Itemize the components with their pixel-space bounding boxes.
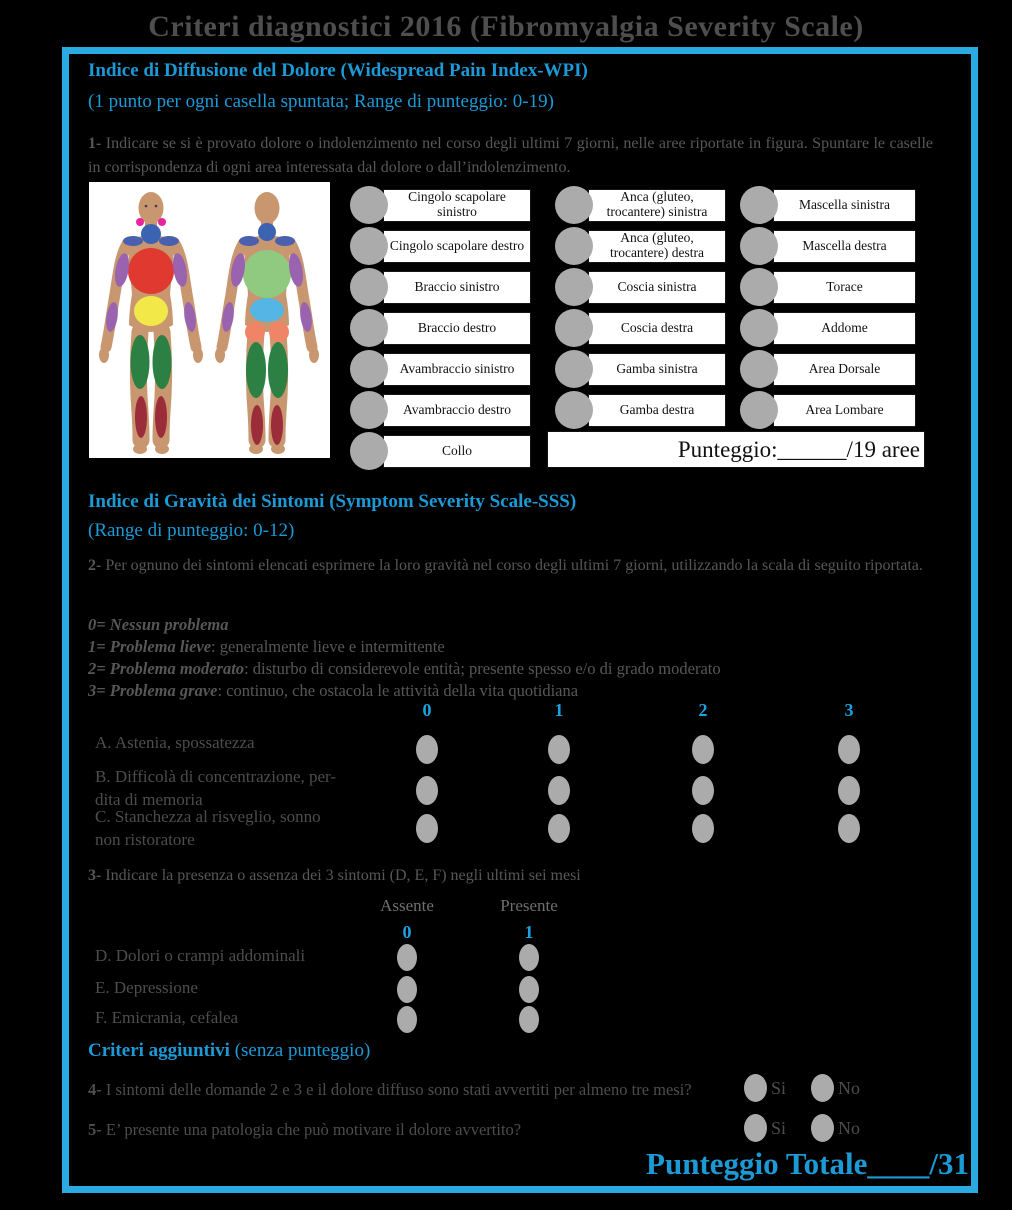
q4-no-label: No [838, 1077, 860, 1098]
wpi-score-label: Punteggio:______/19 aree [677, 436, 920, 462]
q4-si-radio[interactable] [744, 1074, 767, 1102]
total-score-label: Punteggio Totale____/31 [646, 1146, 969, 1181]
wpi-area-row [740, 268, 916, 306]
q4-no-radio[interactable] [811, 1074, 834, 1102]
area-label: Addome [773, 312, 916, 345]
area-checkbox[interactable] [555, 268, 593, 306]
sss-subheading: (Range di punteggio: 0-12) [88, 520, 295, 541]
wpi-area-row [555, 350, 726, 388]
area-checkbox[interactable] [555, 350, 593, 388]
question-4: 4- I sintomi delle domande 2 e 3 e il dolore diffuso sono stati avvertiti per almeno tre mesi? [88, 1080, 692, 1099]
scale-line-1: 1= Problema lieve: generalmente lieve e intermittente [88, 637, 445, 656]
wpi-area-row [740, 186, 916, 224]
sss-heading: Indice di Gravità dei Sintomi (Symptom Severity Scale-SSS) [88, 491, 577, 512]
sss-row-label-a: A. Astenia, spossatezza [95, 733, 255, 752]
sss-radio-a3[interactable] [838, 735, 860, 764]
wpi-area-row [350, 350, 531, 388]
area-checkbox[interactable] [350, 432, 388, 470]
presence-instruction-text: Indicare la presenza o assenza dei 3 sintomi (D, E, F) negli ultimi sei mesi [105, 867, 581, 884]
region-shoulder-left-front [123, 236, 143, 246]
region-upper-back [243, 250, 291, 298]
area-label: Gamba destra [588, 394, 726, 427]
wpi-heading: Indice di Diffusione del Dolore (Widespread Pain Index-WPI) [88, 60, 588, 81]
scale-line-0: 0= Nessun problema [88, 615, 229, 634]
area-label: Torace [773, 271, 916, 304]
sss-row-label-c: C. Stanchezza al risveglio, sonno non ristoratore [95, 807, 321, 849]
region-thigh-right-front [153, 335, 172, 389]
sss-col-header-3: 3 [844, 700, 854, 720]
region-abdomen [134, 296, 168, 326]
wpi-area-row [740, 391, 916, 429]
area-label: Anca (gluteo, trocantere) sinistra [588, 189, 726, 222]
area-label: Gamba sinistra [588, 353, 726, 386]
sss-radio-c0[interactable] [416, 814, 438, 843]
wpi-area-row [555, 186, 726, 224]
area-checkbox[interactable] [740, 350, 778, 388]
q5-si-label: Si [771, 1117, 787, 1138]
region-calf-left [251, 405, 263, 445]
sss-radio-a1[interactable] [548, 735, 570, 764]
presence-col-assente: Assente [380, 896, 434, 915]
sss-radio-b2[interactable] [692, 776, 714, 805]
area-checkbox[interactable] [555, 186, 593, 224]
body-map-svg [89, 182, 330, 458]
region-shoulder-right-back [275, 236, 295, 246]
presence-instruction [88, 864, 581, 888]
area-label: Cingolo scapolare destro [383, 230, 531, 263]
q5-si-radio[interactable] [744, 1114, 767, 1142]
presence-row-label-e: E. Depressione [95, 978, 198, 997]
q4-si-label: Si [771, 1077, 787, 1098]
area-checkbox[interactable] [350, 391, 388, 429]
scale-line-2: 2= Problema moderato: disturbo di considerevole entità; presente spesso e/o di grado moderato [88, 659, 721, 678]
presence-radio-f-presente[interactable] [519, 1006, 539, 1033]
wpi-area-row [555, 268, 726, 306]
presence-radio-f-assente[interactable] [397, 1006, 417, 1033]
presence-radio-e-presente[interactable] [519, 976, 539, 1003]
wpi-area-row [350, 268, 531, 306]
area-label: Coscia sinistra [588, 271, 726, 304]
area-checkbox[interactable] [740, 186, 778, 224]
sss-radio-a2[interactable] [692, 735, 714, 764]
area-label: Collo [383, 435, 531, 468]
area-label: Mascella sinistra [773, 189, 916, 222]
area-checkbox[interactable] [740, 268, 778, 306]
presence-row-label-f: F. Emicrania, cefalea [95, 1008, 239, 1027]
sss-col-header-0: 0 [422, 700, 432, 720]
sss-row-label-b: B. Difficolà di concentrazione, per- dita di memoria [95, 767, 337, 809]
question-4-no [811, 1074, 860, 1102]
area-checkbox[interactable] [350, 227, 388, 265]
area-label: Area Lombare [773, 394, 916, 427]
wpi-area-row [350, 391, 531, 429]
sss-radio-c3[interactable] [838, 814, 860, 843]
area-label: Avambraccio destro [383, 394, 531, 427]
question-4-yes [744, 1074, 786, 1102]
wpi-instruction-number: 1- [88, 135, 102, 152]
region-jaw-left [136, 218, 144, 226]
wpi-instruction [88, 132, 933, 180]
form-frame [62, 47, 978, 1193]
wpi-score-box[interactable] [547, 431, 925, 468]
sss-radio-c1[interactable] [548, 814, 570, 843]
wpi-area-row [740, 227, 916, 265]
sss-instruction-number: 2- [88, 557, 102, 574]
area-checkbox[interactable] [555, 309, 593, 347]
wpi-area-row [350, 227, 531, 265]
wpi-area-row [350, 186, 531, 224]
region-shoulder-right-front [159, 236, 179, 246]
sss-col-header-1: 1 [554, 700, 564, 720]
area-checkbox[interactable] [350, 350, 388, 388]
scale-line-3: 3= Problema grave: continuo, che ostacola le attività della vita quotidiana [88, 681, 579, 700]
presence-radio-e-assente[interactable] [397, 976, 417, 1003]
area-checkbox[interactable] [350, 268, 388, 306]
wpi-area-row [350, 432, 531, 470]
region-chest [128, 248, 174, 294]
additional-heading: Criteri aggiuntivi (senza punteggio) [88, 1040, 371, 1061]
presence-radio-d-assente[interactable] [397, 944, 417, 971]
wpi-area-row [555, 309, 726, 347]
page-title: Criteri diagnostici 2016 (Fibromyalgia Severity Scale) [148, 10, 864, 43]
area-label: Mascella destra [773, 230, 916, 263]
sss-scale-legend [88, 614, 721, 702]
sss-col-header-2: 2 [698, 700, 708, 720]
presence-col-presente: Presente [500, 896, 558, 915]
wpi-area-row [740, 350, 916, 388]
presence-instruction-number: 3- [88, 867, 102, 884]
sss-radio-b0[interactable] [416, 776, 438, 805]
region-shoulder-left-back [239, 236, 259, 246]
wpi-instruction-text: Indicare se si è provato dolore o indolenzimento nel corso degli ultimi 7 giorni, nelle aree riportate in figura. Spuntare le caselle in corrispondenza di ogni area interessata dal dolore o dall’indolenzimento. [88, 135, 934, 176]
wpi-area-row [555, 227, 726, 265]
area-checkbox[interactable] [740, 309, 778, 347]
area-label: Anca (gluteo, trocantere) destra [588, 230, 726, 263]
wpi-area-row [555, 391, 726, 429]
area-label: Avambraccio sinistro [383, 353, 531, 386]
sss-radio-a0[interactable] [416, 735, 438, 764]
question-5-no [811, 1114, 860, 1142]
region-thigh-left-back [246, 342, 266, 398]
presence-radio-d-presente[interactable] [519, 944, 539, 971]
sss-radio-c2[interactable] [692, 814, 714, 843]
area-label: Area Dorsale [773, 353, 916, 386]
area-checkbox[interactable] [350, 309, 388, 347]
region-buttock-right [269, 322, 289, 342]
q5-no-label: No [838, 1117, 860, 1138]
area-label: Braccio destro [383, 312, 531, 345]
region-shin-left [135, 396, 147, 438]
q5-no-radio[interactable] [811, 1114, 834, 1142]
area-label: Braccio sinistro [383, 271, 531, 304]
area-checkbox[interactable] [555, 391, 593, 429]
wpi-area-row [350, 309, 531, 347]
area-label: Coscia destra [588, 312, 726, 345]
presence-row-label-d: D. Dolori o crampi addominali [95, 946, 306, 965]
region-thigh-left-front [131, 335, 150, 389]
sss-instruction [88, 554, 933, 578]
wpi-area-row [740, 309, 916, 347]
area-checkbox[interactable] [350, 186, 388, 224]
wpi-subheading: (1 punto per ogni casella spuntata; Range di punteggio: 0-19) [88, 91, 554, 112]
area-checkbox[interactable] [740, 227, 778, 265]
region-thigh-right-back [268, 342, 288, 398]
area-checkbox[interactable] [555, 227, 593, 265]
region-lower-back [250, 298, 284, 322]
body-map-figure [89, 182, 330, 458]
sss-radio-b1[interactable] [548, 776, 570, 805]
region-buttock-left [245, 322, 265, 342]
question-5: 5- E’ presente una patologia che può motivare il dolore avvertito? [88, 1120, 522, 1139]
region-shin-right [155, 396, 167, 438]
region-neck-front [141, 224, 161, 244]
presence-value-1: 1 [524, 922, 534, 942]
region-jaw-right [158, 218, 166, 226]
question-5-yes [744, 1114, 786, 1142]
presence-value-0: 0 [402, 922, 412, 942]
region-calf-right [271, 405, 283, 445]
sss-instruction-text: Per ognuno dei sintomi elencati esprimere la loro gravità nel corso degli ultimi 7 giorni, utilizzando la scala di seguito riportata. [105, 557, 923, 574]
area-label: Cingolo scapolare sinistro [383, 189, 531, 222]
area-checkbox[interactable] [740, 391, 778, 429]
sss-radio-b3[interactable] [838, 776, 860, 805]
region-neck-back [258, 223, 276, 241]
